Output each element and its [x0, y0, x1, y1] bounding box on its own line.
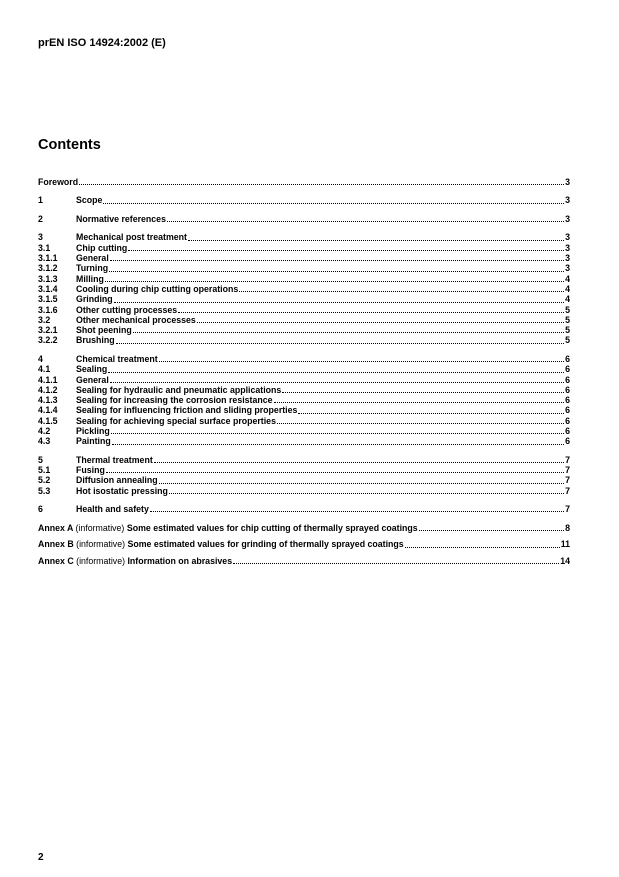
dot-leader [79, 177, 564, 185]
toc-entry-page: 3 [565, 232, 570, 243]
dot-leader [112, 437, 564, 445]
annex-title: Some estimated values for grinding of thermally sprayed coatings [127, 539, 404, 550]
toc-entry-page: 7 [565, 465, 570, 476]
toc-entry[interactable] [38, 486, 570, 496]
toc-entry-page: 11 [560, 539, 570, 550]
toc-entry-number: 5.1 [38, 465, 51, 476]
dot-leader [405, 540, 560, 548]
toc-entry-number: 5.2 [38, 475, 51, 486]
toc-entry[interactable] [38, 315, 570, 325]
dot-leader [111, 426, 564, 434]
annex-heading [38, 523, 418, 533]
toc-entry-page: 4 [565, 294, 570, 305]
toc-entry-page: 5 [565, 325, 570, 336]
toc-entry-title: Hot isostatic pressing [76, 485, 168, 496]
toc-entry-page: 6 [565, 436, 570, 447]
toc-entry[interactable] [38, 253, 570, 263]
toc-entry-page: 6 [565, 384, 570, 395]
page-number: 2 [38, 852, 44, 863]
toc-entry-title: Sealing for influencing friction and sliding properties [76, 405, 298, 416]
toc-entry-page: 14 [560, 555, 570, 566]
toc-entry[interactable] [38, 416, 570, 426]
toc-entry[interactable] [38, 354, 570, 364]
toc-entry-page: 6 [565, 374, 570, 385]
toc-entry-title: Foreword [38, 177, 79, 187]
annex-heading [38, 556, 232, 566]
toc-entry[interactable] [38, 395, 570, 405]
toc-entry-title: Pickling [76, 425, 110, 436]
toc-entry-number: 4 [38, 353, 43, 364]
toc-entry[interactable] [38, 305, 570, 315]
toc-entry[interactable] [38, 375, 570, 385]
toc-entry-number: 1 [38, 195, 43, 206]
toc-entry-number: 4.3 [38, 436, 51, 447]
toc-entry-number: 3.1.2 [38, 263, 58, 274]
toc-entry-number: 3.1.4 [38, 283, 58, 294]
toc-entry-number: 3.2.1 [38, 325, 58, 336]
toc-entry-page: 7 [565, 454, 570, 465]
annex-title: Information on abrasives [127, 555, 233, 566]
dot-leader [274, 395, 565, 403]
toc-entry-page: 7 [565, 485, 570, 496]
toc-entry[interactable] [38, 364, 570, 374]
toc-entry-title: Sealing for hydraulic and pneumatic applications [76, 384, 282, 395]
toc-entry-page: 7 [565, 475, 570, 486]
toc-entry-title: Normative references [76, 213, 166, 224]
dot-leader [419, 523, 564, 531]
toc-entry-page: 3 [565, 253, 570, 264]
toc-entry-page: 3 [565, 263, 570, 274]
toc-entry-page: 6 [565, 395, 570, 406]
toc-entry-page: 3 [565, 213, 570, 224]
toc-entry[interactable] [38, 325, 570, 335]
toc-entry-page: 5 [565, 304, 570, 315]
toc-entry-title: Thermal treatment [76, 454, 153, 465]
dot-leader [110, 253, 564, 261]
dot-leader [110, 375, 564, 383]
toc-entry-title: Milling [76, 273, 104, 284]
toc-entry-page: 5 [565, 335, 570, 346]
annex-heading [38, 539, 404, 549]
toc-entry-number: 4.1.5 [38, 415, 58, 426]
toc-entry-title: General [76, 374, 109, 385]
page-title: Contents [38, 137, 101, 153]
toc-entry-page: 3 [565, 242, 570, 253]
toc-entry-page: 7 [565, 504, 570, 515]
toc-entry-number: 3.1.6 [38, 304, 58, 315]
toc-entry[interactable] [38, 426, 570, 436]
dot-leader [277, 416, 564, 424]
toc-entry[interactable] [38, 436, 570, 446]
toc-entry-title: Health and safety [76, 504, 149, 515]
dot-leader [167, 214, 564, 222]
toc-entry-number: 3 [38, 232, 43, 243]
dot-leader [188, 233, 564, 241]
toc-entry-title: Scope [76, 195, 103, 206]
toc-annex-entry[interactable] [38, 539, 570, 549]
toc-entry-title: Cooling during chip cutting operations [76, 283, 239, 294]
toc-entry-page: 6 [565, 364, 570, 375]
toc-entry[interactable] [38, 232, 570, 242]
dot-leader [133, 325, 564, 333]
annex-type: (informative) [76, 555, 126, 566]
annex-type: (informative) [75, 522, 125, 533]
toc-entry-number: 5.3 [38, 485, 51, 496]
dot-leader [154, 455, 564, 463]
toc-entry[interactable] [38, 465, 570, 475]
toc-entry-title: Chip cutting [76, 242, 128, 253]
toc-entry-number: 4.2 [38, 425, 51, 436]
toc-entry-title: Shot peening [76, 325, 132, 336]
dot-leader [298, 406, 564, 414]
toc-entry-title: General [76, 253, 109, 264]
toc-entry-page: 4 [565, 283, 570, 294]
toc-entry-title: Other cutting processes [76, 304, 178, 315]
table-of-contents [38, 177, 570, 566]
toc-entry[interactable] [38, 195, 570, 205]
toc-entry-page: 6 [565, 425, 570, 436]
toc-entry-page: 4 [565, 273, 570, 284]
toc-entry-title: Chemical treatment [76, 353, 158, 364]
toc-entry-number: 4.1.4 [38, 405, 58, 416]
toc-entry-number: 3.1.3 [38, 273, 58, 284]
toc-entry-number: 3.1.1 [38, 253, 58, 264]
toc-entry-title: Grinding [76, 294, 113, 305]
toc-entry-page: 5 [565, 314, 570, 325]
toc-entry[interactable] [38, 294, 570, 304]
toc-entry[interactable] [38, 475, 570, 485]
toc-entry[interactable] [38, 385, 570, 395]
toc-entry[interactable] [38, 335, 570, 345]
toc-entry-title: Sealing [76, 364, 108, 375]
toc-entry-title: Fusing [76, 465, 105, 476]
dot-leader [128, 243, 564, 251]
toc-entry-page: 6 [565, 353, 570, 364]
annex-label: Annex B [38, 539, 74, 550]
toc-entry[interactable] [38, 504, 570, 514]
toc-entry-number: 4.1.3 [38, 395, 58, 406]
annex-label: Annex A [38, 522, 74, 533]
toc-entry-number: 3.1 [38, 242, 51, 253]
document-id-header: prEN ISO 14924:2002 (E) [38, 37, 166, 49]
toc-entry-page: 6 [565, 405, 570, 416]
toc-entry-title: Brushing [76, 335, 115, 346]
toc-entry-title: Diffusion annealing [76, 475, 158, 486]
annex-label: Annex C [38, 555, 74, 566]
toc-entry-number: 3.1.5 [38, 294, 58, 305]
toc-entry-page: 3 [565, 195, 570, 206]
dot-leader [239, 284, 564, 292]
toc-entry-number: 2 [38, 213, 43, 224]
toc-entry-number: 4.1.1 [38, 374, 58, 385]
toc-entry[interactable] [38, 274, 570, 284]
toc-entry[interactable] [38, 263, 570, 273]
toc-entry-number: 3.2 [38, 314, 51, 325]
toc-entry-title: Painting [76, 436, 111, 447]
dot-leader [106, 465, 564, 473]
toc-entry-title: Mechanical post treatment [76, 232, 187, 243]
toc-entry[interactable] [38, 284, 570, 294]
toc-entry-title: Sealing for increasing the corrosion resistance [76, 395, 273, 406]
toc-entry-page: 3 [565, 177, 570, 187]
dot-leader [109, 264, 564, 272]
toc-entry-title: Turning [76, 263, 109, 274]
toc-entry[interactable] [38, 243, 570, 253]
dot-leader [233, 556, 559, 564]
toc-entry-number: 4.1 [38, 364, 51, 375]
annex-type: (informative) [76, 539, 126, 550]
dot-leader [169, 486, 564, 494]
toc-entry[interactable] [38, 405, 570, 415]
dot-leader [197, 315, 564, 323]
toc-entry-page: 8 [565, 522, 570, 533]
dot-leader [159, 476, 564, 484]
dot-leader [159, 354, 564, 362]
dot-leader [116, 336, 564, 344]
toc-entry-number: 6 [38, 504, 43, 515]
toc-entry[interactable] [38, 177, 570, 187]
dot-leader [103, 196, 564, 204]
toc-entry-title: Other mechanical processes [76, 314, 196, 325]
toc-entry-number: 5 [38, 454, 43, 465]
dot-leader [282, 385, 564, 393]
toc-entry[interactable] [38, 455, 570, 465]
toc-entry[interactable] [38, 214, 570, 224]
toc-annex-entry[interactable] [38, 523, 570, 533]
toc-entry-page: 6 [565, 415, 570, 426]
dot-leader [150, 504, 564, 512]
dot-leader [114, 295, 564, 303]
toc-entry-title: Sealing for achieving special surface properties [76, 415, 276, 426]
toc-entry-number: 4.1.2 [38, 384, 58, 395]
dot-leader [105, 274, 564, 282]
toc-annex-entry[interactable] [38, 556, 570, 566]
toc-entry-number: 3.2.2 [38, 335, 58, 346]
dot-leader [108, 365, 564, 373]
dot-leader [178, 305, 564, 313]
annex-title: Some estimated values for chip cutting of thermally sprayed coatings [126, 522, 418, 533]
